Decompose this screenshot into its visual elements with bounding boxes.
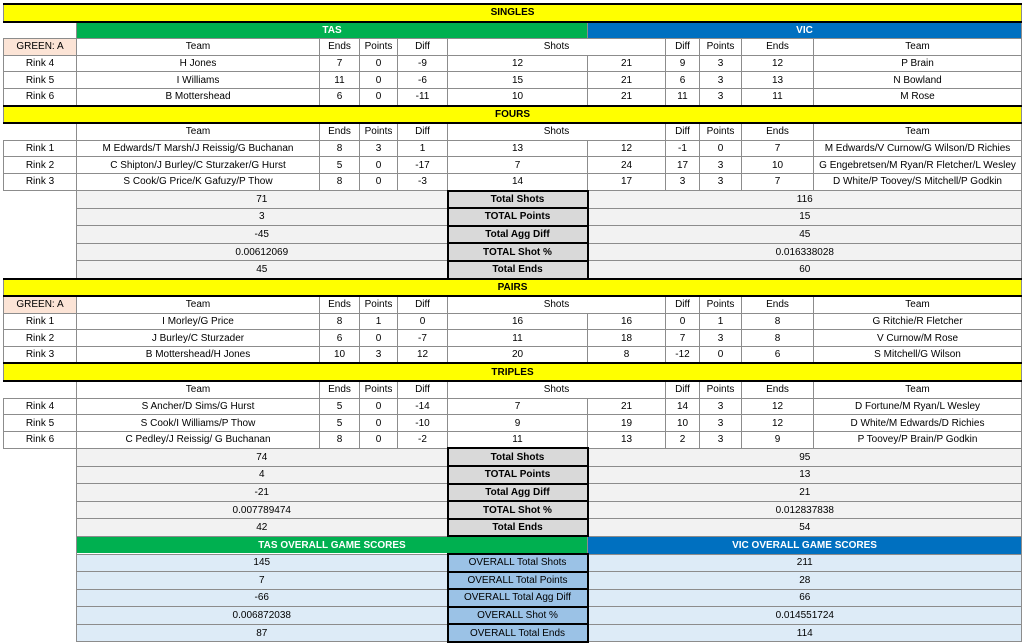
total-label: OVERALL Total Shots bbox=[448, 554, 588, 572]
vic-ends: 12 bbox=[742, 55, 814, 72]
vic-team: D White/P Toovey/S Mitchell/P Godkin bbox=[814, 173, 1022, 190]
vic-points: 3 bbox=[700, 157, 742, 174]
col-team: Team bbox=[814, 296, 1022, 313]
singles-banner-row bbox=[4, 4, 1022, 22]
tas-points: 3 bbox=[360, 346, 398, 363]
tas-shots: 7 bbox=[448, 398, 588, 415]
vic-team: G Engebretsen/M Ryan/R Fletcher/L Wesley bbox=[814, 157, 1022, 174]
vic-ends: 8 bbox=[742, 330, 814, 347]
tas-diff: -9 bbox=[398, 55, 448, 72]
vic-shots: 19 bbox=[588, 415, 666, 432]
vic-diff: 3 bbox=[666, 173, 700, 190]
vic-diff: 14 bbox=[666, 398, 700, 415]
vic-diff: -12 bbox=[666, 346, 700, 363]
col-ends: Ends bbox=[742, 381, 814, 398]
tas-diff: -6 bbox=[398, 72, 448, 89]
rink-row bbox=[4, 55, 1022, 72]
col-diff: Diff bbox=[398, 381, 448, 398]
vic-diff: 17 bbox=[666, 157, 700, 174]
vic-diff: 0 bbox=[666, 313, 700, 330]
blank-cell bbox=[4, 123, 77, 140]
tas-points: 1 bbox=[360, 313, 398, 330]
col-shots: Shots bbox=[448, 381, 666, 398]
tas-total-value: 42 bbox=[77, 519, 448, 537]
total-row bbox=[4, 589, 1022, 607]
rink-label: Rink 3 bbox=[4, 173, 77, 190]
total-row bbox=[4, 466, 1022, 484]
vic-ends: 6 bbox=[742, 346, 814, 363]
blank-cell bbox=[4, 226, 77, 244]
col-team: Team bbox=[77, 296, 320, 313]
tas-team: S Cook/I Williams/P Thow bbox=[77, 415, 320, 432]
vic-shots: 16 bbox=[588, 313, 666, 330]
fours-banner: FOURS bbox=[4, 106, 1022, 124]
vic-team: P Brain bbox=[814, 55, 1022, 72]
rink-label: Rink 5 bbox=[4, 72, 77, 89]
rink-row bbox=[4, 330, 1022, 347]
rink-label: Rink 3 bbox=[4, 346, 77, 363]
blank-cell bbox=[4, 484, 77, 502]
vic-shots: 21 bbox=[588, 398, 666, 415]
tas-total-value: 0.007789474 bbox=[77, 501, 448, 519]
vic-diff: 11 bbox=[666, 88, 700, 105]
vic-points: 3 bbox=[700, 431, 742, 448]
tas-diff: 0 bbox=[398, 313, 448, 330]
vic-ends: 13 bbox=[742, 72, 814, 89]
tas-points: 0 bbox=[360, 55, 398, 72]
col-shots: Shots bbox=[448, 296, 666, 313]
tas-team: I Williams bbox=[77, 72, 320, 89]
vic-total-value: 28 bbox=[588, 572, 1022, 590]
tas-diff: -11 bbox=[398, 88, 448, 105]
total-row bbox=[4, 208, 1022, 226]
vic-team: S Mitchell/G Wilson bbox=[814, 346, 1022, 363]
tas-shots: 13 bbox=[448, 140, 588, 157]
total-label: Total Ends bbox=[448, 261, 588, 279]
rink-label: Rink 4 bbox=[4, 398, 77, 415]
team-header-row bbox=[4, 22, 1022, 39]
tas-diff: -10 bbox=[398, 415, 448, 432]
tas-points: 0 bbox=[360, 173, 398, 190]
tas-shots: 16 bbox=[448, 313, 588, 330]
tas-diff: -3 bbox=[398, 173, 448, 190]
column-header-row bbox=[4, 123, 1022, 140]
tas-ends: 11 bbox=[320, 72, 360, 89]
tas-points: 0 bbox=[360, 330, 398, 347]
total-row bbox=[4, 261, 1022, 279]
col-points: Points bbox=[700, 381, 742, 398]
tas-shots: 11 bbox=[448, 330, 588, 347]
column-header-row bbox=[4, 381, 1022, 398]
tas-diff: -17 bbox=[398, 157, 448, 174]
vic-total-value: 0.012837838 bbox=[588, 501, 1022, 519]
tas-total-value: 7 bbox=[77, 572, 448, 590]
vic-diff: 6 bbox=[666, 72, 700, 89]
blank-cell bbox=[4, 607, 77, 625]
total-label: OVERALL Total Agg Diff bbox=[448, 589, 588, 607]
tas-points: 0 bbox=[360, 415, 398, 432]
tas-ends: 6 bbox=[320, 330, 360, 347]
vic-total-value: 45 bbox=[588, 226, 1022, 244]
rink-row bbox=[4, 415, 1022, 432]
total-row bbox=[4, 607, 1022, 625]
tas-team: S Ancher/D Sims/G Hurst bbox=[77, 398, 320, 415]
tas-points: 0 bbox=[360, 88, 398, 105]
blank-cell bbox=[4, 208, 77, 226]
tas-total-value: 0.00612069 bbox=[77, 243, 448, 261]
rink-row bbox=[4, 173, 1022, 190]
total-label: Total Ends bbox=[448, 519, 588, 537]
vic-points: 3 bbox=[700, 398, 742, 415]
tas-points: 0 bbox=[360, 72, 398, 89]
blank-cell bbox=[4, 519, 77, 537]
tas-team: M Edwards/T Marsh/J Reissig/G Buchanan bbox=[77, 140, 320, 157]
col-shots: Shots bbox=[448, 39, 666, 56]
tas-ends: 7 bbox=[320, 55, 360, 72]
blank-cell bbox=[4, 589, 77, 607]
tas-team: I Morley/G Price bbox=[77, 313, 320, 330]
col-team: Team bbox=[814, 39, 1022, 56]
col-points: Points bbox=[700, 39, 742, 56]
total-row bbox=[4, 484, 1022, 502]
vic-team: N Bowland bbox=[814, 72, 1022, 89]
tas-diff: -2 bbox=[398, 431, 448, 448]
vic-diff: 9 bbox=[666, 55, 700, 72]
vic-team: G Ritchie/R Fletcher bbox=[814, 313, 1022, 330]
vic-total-value: 0.014551724 bbox=[588, 607, 1022, 625]
col-points: Points bbox=[360, 39, 398, 56]
tas-team: C Shipton/J Burley/C Sturzaker/G Hurst bbox=[77, 157, 320, 174]
total-label: OVERALL Total Ends bbox=[448, 624, 588, 642]
blank-cell bbox=[4, 554, 77, 572]
col-team: Team bbox=[77, 39, 320, 56]
singles-banner: SINGLES bbox=[4, 4, 1022, 22]
blank-cell bbox=[4, 22, 77, 39]
tas-shots: 14 bbox=[448, 173, 588, 190]
blank-cell bbox=[4, 381, 77, 398]
blank-cell bbox=[4, 243, 77, 261]
vic-team: V Curnow/M Rose bbox=[814, 330, 1022, 347]
rink-label: Rink 5 bbox=[4, 415, 77, 432]
vic-shots: 21 bbox=[588, 55, 666, 72]
col-ends: Ends bbox=[320, 123, 360, 140]
total-label: Total Agg Diff bbox=[448, 484, 588, 502]
tas-points: 3 bbox=[360, 140, 398, 157]
vic-total-value: 116 bbox=[588, 191, 1022, 209]
tas-ends: 10 bbox=[320, 346, 360, 363]
col-team: Team bbox=[77, 381, 320, 398]
vic-total-value: 15 bbox=[588, 208, 1022, 226]
vic-points: 3 bbox=[700, 88, 742, 105]
blank-cell bbox=[4, 191, 77, 209]
blank-cell bbox=[4, 624, 77, 642]
tas-team: S Cook/G Price/K Gafuzy/P Thow bbox=[77, 173, 320, 190]
col-diff: Diff bbox=[398, 123, 448, 140]
total-label: TOTAL Shot % bbox=[448, 243, 588, 261]
vic-shots: 21 bbox=[588, 88, 666, 105]
tas-total-value: 3 bbox=[77, 208, 448, 226]
total-row bbox=[4, 554, 1022, 572]
tas-diff: 1 bbox=[398, 140, 448, 157]
tas-total-value: 45 bbox=[77, 261, 448, 279]
col-ends: Ends bbox=[742, 39, 814, 56]
col-ends: Ends bbox=[320, 39, 360, 56]
blank-cell bbox=[4, 536, 77, 554]
tas-total-value: 74 bbox=[77, 448, 448, 466]
vic-shots: 21 bbox=[588, 72, 666, 89]
blank-cell bbox=[4, 448, 77, 466]
tas-ends: 5 bbox=[320, 415, 360, 432]
vic-points: 3 bbox=[700, 173, 742, 190]
col-ends: Ends bbox=[742, 296, 814, 313]
vic-total-value: 13 bbox=[588, 466, 1022, 484]
vic-total-value: 60 bbox=[588, 261, 1022, 279]
vic-total-value: 211 bbox=[588, 554, 1022, 572]
vic-ends: 9 bbox=[742, 431, 814, 448]
tas-team: H Jones bbox=[77, 55, 320, 72]
vic-total-value: 66 bbox=[588, 589, 1022, 607]
col-shots: Shots bbox=[448, 123, 666, 140]
tas-total-value: 71 bbox=[77, 191, 448, 209]
vic-ends: 12 bbox=[742, 415, 814, 432]
tas-ends: 8 bbox=[320, 173, 360, 190]
vic-ends: 7 bbox=[742, 173, 814, 190]
tas-header: TAS bbox=[77, 22, 588, 39]
col-diff: Diff bbox=[666, 123, 700, 140]
tas-ends: 8 bbox=[320, 313, 360, 330]
col-points: Points bbox=[360, 296, 398, 313]
vic-shots: 8 bbox=[588, 346, 666, 363]
col-ends: Ends bbox=[742, 123, 814, 140]
total-label: TOTAL Points bbox=[448, 466, 588, 484]
vic-points: 3 bbox=[700, 55, 742, 72]
tas-total-value: -21 bbox=[77, 484, 448, 502]
tas-team: J Burley/C Sturzader bbox=[77, 330, 320, 347]
col-diff: Diff bbox=[398, 39, 448, 56]
tas-points: 0 bbox=[360, 431, 398, 448]
vic-team: M Edwards/V Curnow/G Wilson/D Richies bbox=[814, 140, 1022, 157]
vic-team: D Fortune/M Ryan/L Wesley bbox=[814, 398, 1022, 415]
vic-shots: 13 bbox=[588, 431, 666, 448]
rink-label: Rink 1 bbox=[4, 140, 77, 157]
total-row bbox=[4, 572, 1022, 590]
total-label: TOTAL Shot % bbox=[448, 501, 588, 519]
tas-shots: 9 bbox=[448, 415, 588, 432]
tas-shots: 10 bbox=[448, 88, 588, 105]
rink-row bbox=[4, 346, 1022, 363]
green-label: GREEN: A bbox=[4, 296, 77, 313]
vic-ends: 11 bbox=[742, 88, 814, 105]
pairs-banner: PAIRS bbox=[4, 279, 1022, 297]
total-row bbox=[4, 501, 1022, 519]
tas-overall-header: TAS OVERALL GAME SCORES bbox=[77, 536, 588, 554]
tas-team: B Mottershead/H Jones bbox=[77, 346, 320, 363]
tas-shots: 11 bbox=[448, 431, 588, 448]
tas-points: 0 bbox=[360, 157, 398, 174]
col-points: Points bbox=[360, 123, 398, 140]
col-team: Team bbox=[814, 381, 1022, 398]
tas-total-value: 145 bbox=[77, 554, 448, 572]
col-team: Team bbox=[814, 123, 1022, 140]
col-diff: Diff bbox=[666, 296, 700, 313]
tas-total-value: 87 bbox=[77, 624, 448, 642]
vic-shots: 12 bbox=[588, 140, 666, 157]
tas-ends: 8 bbox=[320, 431, 360, 448]
vic-points: 3 bbox=[700, 330, 742, 347]
triples-banner-row bbox=[4, 363, 1022, 381]
col-ends: Ends bbox=[320, 296, 360, 313]
vic-team: M Rose bbox=[814, 88, 1022, 105]
vic-header: VIC bbox=[588, 22, 1022, 39]
total-row bbox=[4, 448, 1022, 466]
rink-row bbox=[4, 313, 1022, 330]
tas-team: B Mottershead bbox=[77, 88, 320, 105]
tas-shots: 12 bbox=[448, 55, 588, 72]
blank-cell bbox=[4, 466, 77, 484]
total-row bbox=[4, 624, 1022, 642]
tas-points: 0 bbox=[360, 398, 398, 415]
vic-overall-header: VIC OVERALL GAME SCORES bbox=[588, 536, 1022, 554]
vic-team: P Toovey/P Brain/P Godkin bbox=[814, 431, 1022, 448]
overall-header-row bbox=[4, 536, 1022, 554]
col-diff: Diff bbox=[666, 381, 700, 398]
column-header-row bbox=[4, 39, 1022, 56]
vic-points: 1 bbox=[700, 313, 742, 330]
rink-label: Rink 2 bbox=[4, 330, 77, 347]
tas-total-value: -66 bbox=[77, 589, 448, 607]
rink-row bbox=[4, 398, 1022, 415]
total-label: Total Agg Diff bbox=[448, 226, 588, 244]
tas-shots: 7 bbox=[448, 157, 588, 174]
rink-row bbox=[4, 88, 1022, 105]
rink-label: Rink 6 bbox=[4, 431, 77, 448]
rink-label: Rink 4 bbox=[4, 55, 77, 72]
blank-cell bbox=[4, 572, 77, 590]
rink-label: Rink 6 bbox=[4, 88, 77, 105]
vic-diff: 2 bbox=[666, 431, 700, 448]
rink-row bbox=[4, 431, 1022, 448]
vic-points: 0 bbox=[700, 346, 742, 363]
vic-shots: 17 bbox=[588, 173, 666, 190]
tas-total-value: 0.006872038 bbox=[77, 607, 448, 625]
col-ends: Ends bbox=[320, 381, 360, 398]
vic-team: D White/M Edwards/D Richies bbox=[814, 415, 1022, 432]
vic-diff: -1 bbox=[666, 140, 700, 157]
total-label: OVERALL Shot % bbox=[448, 607, 588, 625]
vic-total-value: 54 bbox=[588, 519, 1022, 537]
tas-ends: 5 bbox=[320, 157, 360, 174]
column-header-row bbox=[4, 296, 1022, 313]
rink-row bbox=[4, 157, 1022, 174]
vic-ends: 7 bbox=[742, 140, 814, 157]
vic-points: 3 bbox=[700, 72, 742, 89]
tas-ends: 8 bbox=[320, 140, 360, 157]
tas-ends: 6 bbox=[320, 88, 360, 105]
col-points: Points bbox=[360, 381, 398, 398]
total-row bbox=[4, 243, 1022, 261]
total-label: Total Shots bbox=[448, 191, 588, 209]
tas-total-value: 4 bbox=[77, 466, 448, 484]
total-row bbox=[4, 226, 1022, 244]
tas-total-value: -45 bbox=[77, 226, 448, 244]
vic-ends: 10 bbox=[742, 157, 814, 174]
rink-row bbox=[4, 72, 1022, 89]
vic-shots: 18 bbox=[588, 330, 666, 347]
rink-label: Rink 1 bbox=[4, 313, 77, 330]
tas-team: C Pedley/J Reissig/ G Buchanan bbox=[77, 431, 320, 448]
vic-total-value: 0.016338028 bbox=[588, 243, 1022, 261]
blank-cell bbox=[4, 261, 77, 279]
total-label: TOTAL Points bbox=[448, 208, 588, 226]
tas-ends: 5 bbox=[320, 398, 360, 415]
results-table bbox=[3, 3, 1022, 643]
triples-banner: TRIPLES bbox=[4, 363, 1022, 381]
vic-points: 3 bbox=[700, 415, 742, 432]
total-label: OVERALL Total Points bbox=[448, 572, 588, 590]
vic-total-value: 114 bbox=[588, 624, 1022, 642]
tas-shots: 20 bbox=[448, 346, 588, 363]
col-team: Team bbox=[77, 123, 320, 140]
col-points: Points bbox=[700, 296, 742, 313]
vic-points: 0 bbox=[700, 140, 742, 157]
pairs-banner-row bbox=[4, 279, 1022, 297]
vic-ends: 12 bbox=[742, 398, 814, 415]
fours-banner-row bbox=[4, 106, 1022, 124]
vic-ends: 8 bbox=[742, 313, 814, 330]
col-diff: Diff bbox=[398, 296, 448, 313]
blank-cell bbox=[4, 501, 77, 519]
tas-diff: 12 bbox=[398, 346, 448, 363]
vic-total-value: 21 bbox=[588, 484, 1022, 502]
rink-label: Rink 2 bbox=[4, 157, 77, 174]
col-points: Points bbox=[700, 123, 742, 140]
tas-diff: -7 bbox=[398, 330, 448, 347]
total-label: Total Shots bbox=[448, 448, 588, 466]
vic-total-value: 95 bbox=[588, 448, 1022, 466]
tas-diff: -14 bbox=[398, 398, 448, 415]
total-row bbox=[4, 191, 1022, 209]
col-diff: Diff bbox=[666, 39, 700, 56]
total-row bbox=[4, 519, 1022, 537]
vic-diff: 7 bbox=[666, 330, 700, 347]
vic-shots: 24 bbox=[588, 157, 666, 174]
vic-diff: 10 bbox=[666, 415, 700, 432]
tas-shots: 15 bbox=[448, 72, 588, 89]
green-label: GREEN: A bbox=[4, 39, 77, 56]
rink-row bbox=[4, 140, 1022, 157]
